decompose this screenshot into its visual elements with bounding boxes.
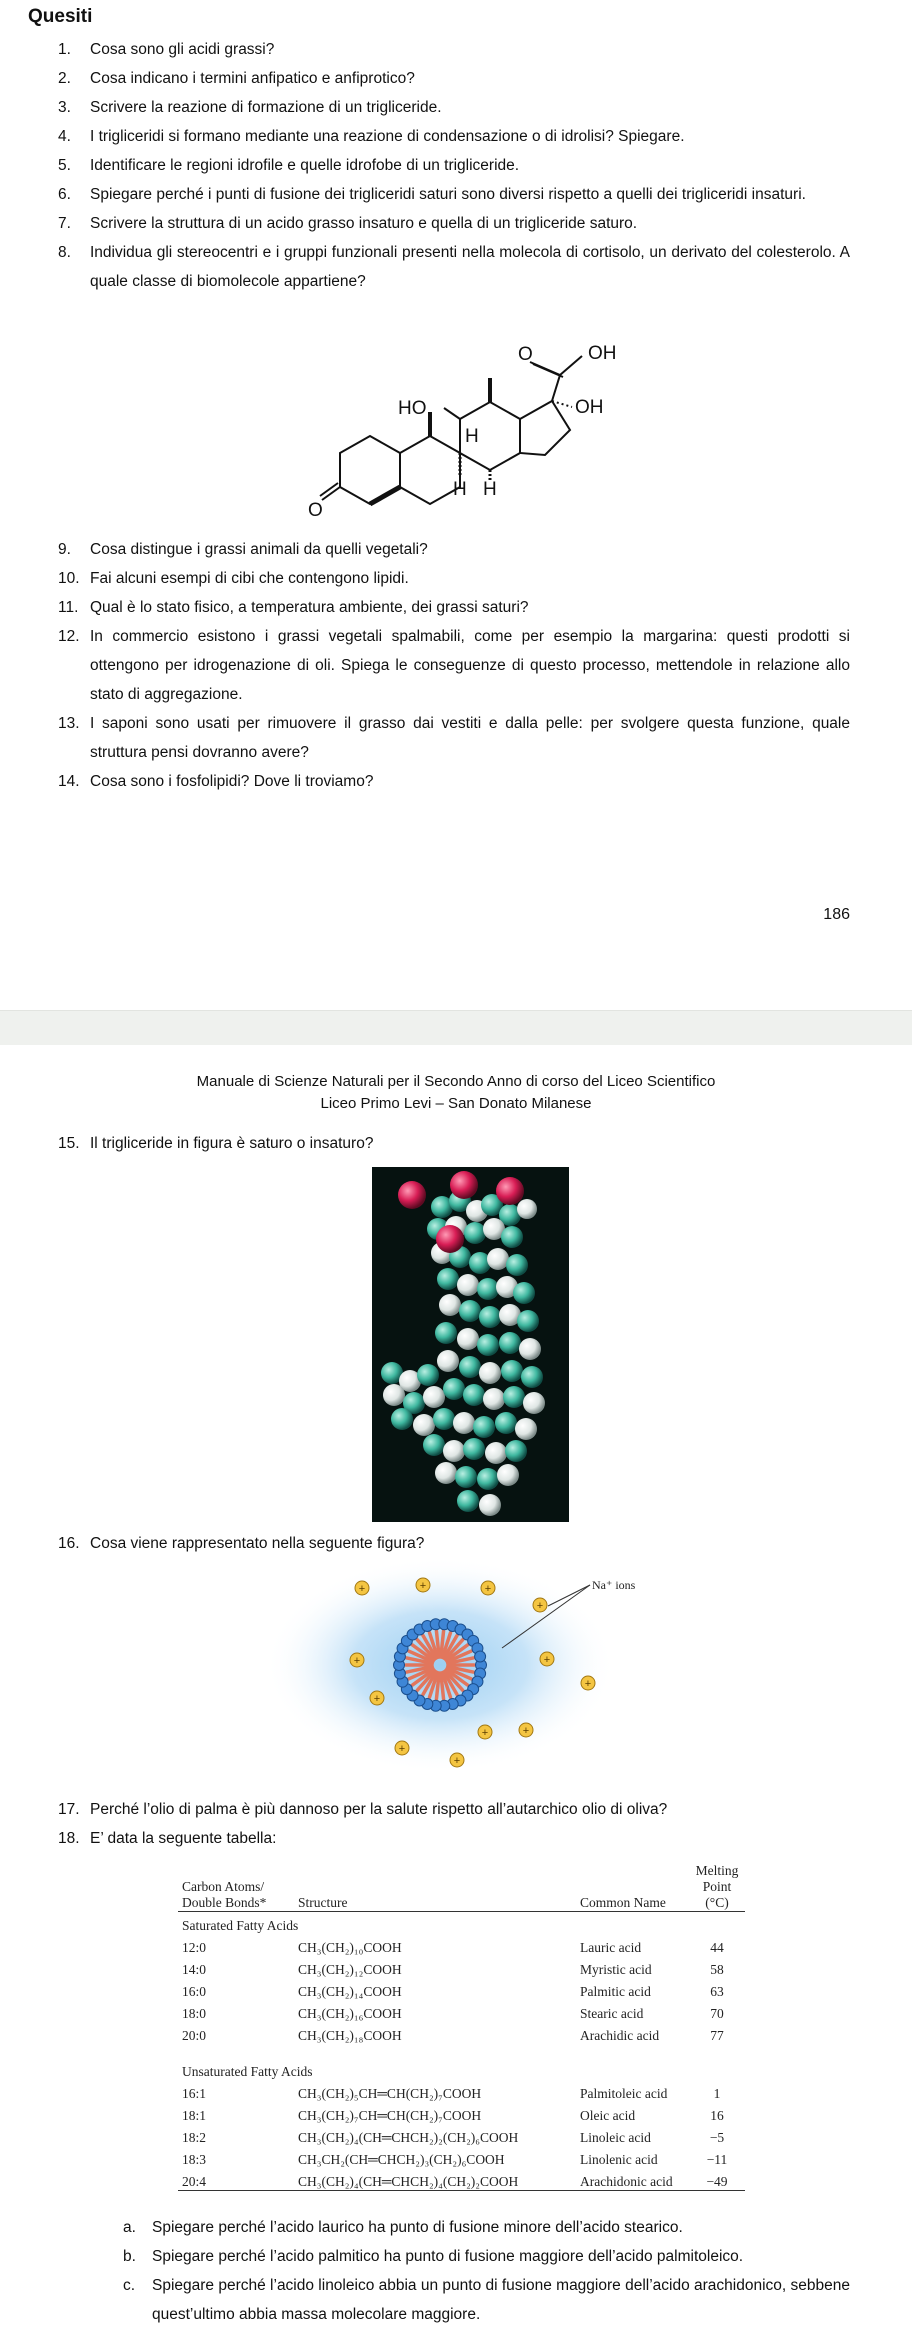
col-header-carbons: Carbon Atoms/ Double Bonds* [182,1879,267,1910]
na-ions-label: Na⁺ ions [592,1578,636,1592]
cell-melting: 16 [710,2108,724,2123]
unsaturated-section [178,2044,745,2191]
cell-melting: 44 [710,1940,724,1955]
question-item: 4. I trigliceridi si formano mediante una reazione di condensazione o di idrolisi? Spiegare. [58,128,685,145]
header-line-1: Manuale di Scienze Naturali per il Secondo Anno di corso del Liceo Scientifico [196,1073,716,1090]
cell-structure: CH₃(CH₂)₁₀COOH [298,1940,402,1955]
question-item: 2. Cosa indicano i termini anfipatico e anfiprotico? [58,70,415,87]
saturated-title: Saturated Fatty Acids [182,1918,299,1933]
plus-sign: + [536,1600,544,1612]
mol-label-oh-top: OH [588,343,617,364]
page-break [0,1010,912,1045]
running-header [0,1071,912,1115]
plus-sign: + [398,1743,406,1755]
cell-structure: CH₃(CH₂)₄(CH═CHCH₂)₄(CH₂)₂COOH [298,2174,519,2189]
mol-label-h-right: H [483,479,497,500]
unsaturated-title: Unsaturated Fatty Acids [182,2064,313,2079]
cell-name: Palmitic acid [580,1984,651,1999]
cell-carbons: 16:0 [182,1984,207,1999]
table-row [178,2146,745,2168]
cell-name: Linoleic acid [580,2130,651,2145]
question-item: 14. Cosa sono i fosfolipidi? Dove li troviamo? [58,773,374,790]
question-list-17-18 [0,1795,912,1853]
fatty-acid-table [178,1863,745,2191]
cell-carbons: 18:3 [182,2152,207,2167]
question-item: 17. Perché l’olio di palma è più dannoso per la salute rispetto all’autarchico olio di oliva? [58,1801,668,1818]
question-16 [0,1529,912,1558]
question-15 [0,1129,912,1158]
cortisol-structure [308,330,620,521]
question-list-1 [0,35,912,296]
mol-label-oh-right: OH [575,397,604,418]
question-item: 13. I saponi sono usati per rimuovere il grasso dai vestiti e dalla pelle: per svolgere questa funzione, quale struttura pensi dovranno avere? [58,715,850,761]
table-row [178,2124,745,2146]
question-item: 10. Fai alcuni esempi di cibi che contengono lipidi. [58,570,409,587]
plus-sign: + [543,1654,551,1666]
cell-carbons: 20:4 [182,2174,207,2189]
saturated-section [178,1912,745,2045]
cell-carbons: 18:2 [182,2130,207,2145]
micelle-diagram [300,1565,660,1780]
table-row [178,2168,745,2191]
cell-melting: 63 [710,1984,724,1999]
mol-label-o-ketone: O [308,500,323,521]
table-row [178,1978,745,2000]
cell-melting: −11 [706,2152,728,2167]
header-line-2: Liceo Primo Levi – San Donato Milanese [320,1095,592,1112]
cell-name: Oleic acid [580,2108,636,2123]
plus-sign: + [481,1727,489,1739]
triglyceride-spacefill-image [372,1167,569,1522]
cell-carbons: 16:1 [182,2086,207,2101]
col-header-melting: Melting Point (°C) [695,1863,739,1910]
page-1 [0,0,912,1010]
cell-name: Myristic acid [580,1962,652,1977]
plus-sign: + [484,1583,492,1595]
col-header-structure: Structure [298,1895,348,1910]
table-row [178,2022,745,2044]
plus-sign: + [358,1583,366,1595]
mol-label-o-top: O [518,344,533,365]
cell-carbons: 12:0 [182,1940,207,1955]
cell-structure: CH₃(CH₂)₇CH═CH(CH₂)₇COOH [298,2108,482,2123]
cell-name: Palmitoleic acid [580,2086,668,2101]
page-number: 186 [823,906,850,923]
question-item: 16. Cosa viene rappresentato nella seguente figura? [58,1535,425,1552]
question-item: 11. Qual è lo stato fisico, a temperatura ambiente, dei grassi saturi? [58,599,529,616]
cell-melting: 77 [710,2028,724,2043]
plus-sign: + [373,1693,381,1705]
col-header-name: Common Name [580,1895,666,1910]
plus-sign: + [419,1580,427,1592]
plus-sign: + [353,1655,361,1667]
sub-question-list [0,2213,912,2329]
section-title: Quesiti [28,6,93,27]
sub-question-item: a. Spiegare perché l’acido laurico ha punto di fusione minore dell’acido stearico. [123,2219,683,2236]
question-item: 1. Cosa sono gli acidi grassi? [58,41,275,58]
table-row [178,2080,745,2102]
cell-melting: 58 [710,1962,724,1977]
question-item: 6. Spiegare perché i punti di fusione dei trigliceridi saturi sono diversi rispetto a quelli dei trigliceridi insaturi. [58,186,806,203]
cell-name: Arachidic acid [580,2028,660,2043]
question-item: 7. Scrivere la struttura di un acido grasso insaturo e quella di un trigliceride saturo. [58,215,638,232]
question-item: 12. In commercio esistono i grassi vegetali spalmabili, come per esempio la margarina: questi prodotti si ottengono per idrogenazione di oli. Spiega le conseguenze di questo processo, mettendole in relazione allo stato di aggregazione. [58,628,850,703]
cell-structure: CH₃(CH₂)₁₆COOH [298,2006,402,2021]
cell-name: Arachidonic acid [580,2174,673,2189]
water-background [265,1557,615,1773]
cell-carbons: 14:0 [182,1962,207,1977]
question-item: 9. Cosa distingue i grassi animali da quelli vegetali? [58,541,428,558]
cell-structure: CH₃CH₂(CH═CHCH₂)₃(CH₂)₆COOH [298,2152,505,2167]
hydrophilic-head [475,1651,486,1662]
cell-melting: −49 [706,2174,728,2189]
plus-sign: + [453,1755,461,1767]
cell-melting: −5 [709,2130,725,2145]
question-item: 8. Individua gli stereocentri e i gruppi funzionali presenti nella molecola di cortisolo, un derivato del colesterolo. A quale classe di biomolecole appartiene? [58,244,850,290]
cell-structure: CH₃(CH₂)₁₄COOH [298,1984,402,1999]
plus-sign: + [584,1678,592,1690]
cell-structure: CH₃(CH₂)₁₈COOH [298,2028,402,2043]
cell-structure: CH₃(CH₂)₁₂COOH [298,1962,402,1977]
cell-name: Lauric acid [580,1940,642,1955]
table-row [178,1956,745,1978]
cell-structure: CH₃(CH₂)₄(CH═CHCH₂)₂(CH₂)₆COOH [298,2130,519,2145]
sub-question-item: c. Spiegare perché l’acido linoleico abbia un punto di fusione maggiore dell’acido arachidonico, sebbene quest’ultimo abbia massa molecolare maggiore. [123,2277,850,2323]
cell-name: Linolenic acid [580,2152,658,2167]
cell-melting: 70 [710,2006,724,2021]
cell-carbons: 18:0 [182,2006,207,2021]
mol-label-ho: HO [398,398,427,419]
mol-label-h-center: H [465,426,479,447]
cell-carbons: 18:1 [182,2108,207,2123]
sub-question-item: b. Spiegare perché l’acido palmitico ha punto di fusione maggiore dell’acido palmitoleico. [123,2248,744,2265]
triglyceride-model [372,1167,569,1522]
cell-name: Stearic acid [580,2006,644,2021]
cell-melting: 1 [713,2086,721,2101]
question-item: 3. Scrivere la reazione di formazione di un trigliceride. [58,99,442,116]
question-list-2 [0,535,912,796]
table-row [178,2102,745,2124]
cell-carbons: 20:0 [182,2028,207,2043]
question-item: 18. E’ data la seguente tabella: [58,1830,277,1847]
question-item: 15. Il trigliceride in figura è saturo o insaturo? [58,1135,374,1152]
mol-label-h-left: H [453,479,467,500]
question-item: 5. Identificare le regioni idrofile e quelle idrofobe di un trigliceride. [58,157,520,174]
table-row [178,1934,745,1956]
cell-structure: CH₃(CH₂)₅CH═CH(CH₂)₇COOH [298,2086,482,2101]
table-row [178,2000,745,2022]
plus-sign: + [522,1725,530,1737]
